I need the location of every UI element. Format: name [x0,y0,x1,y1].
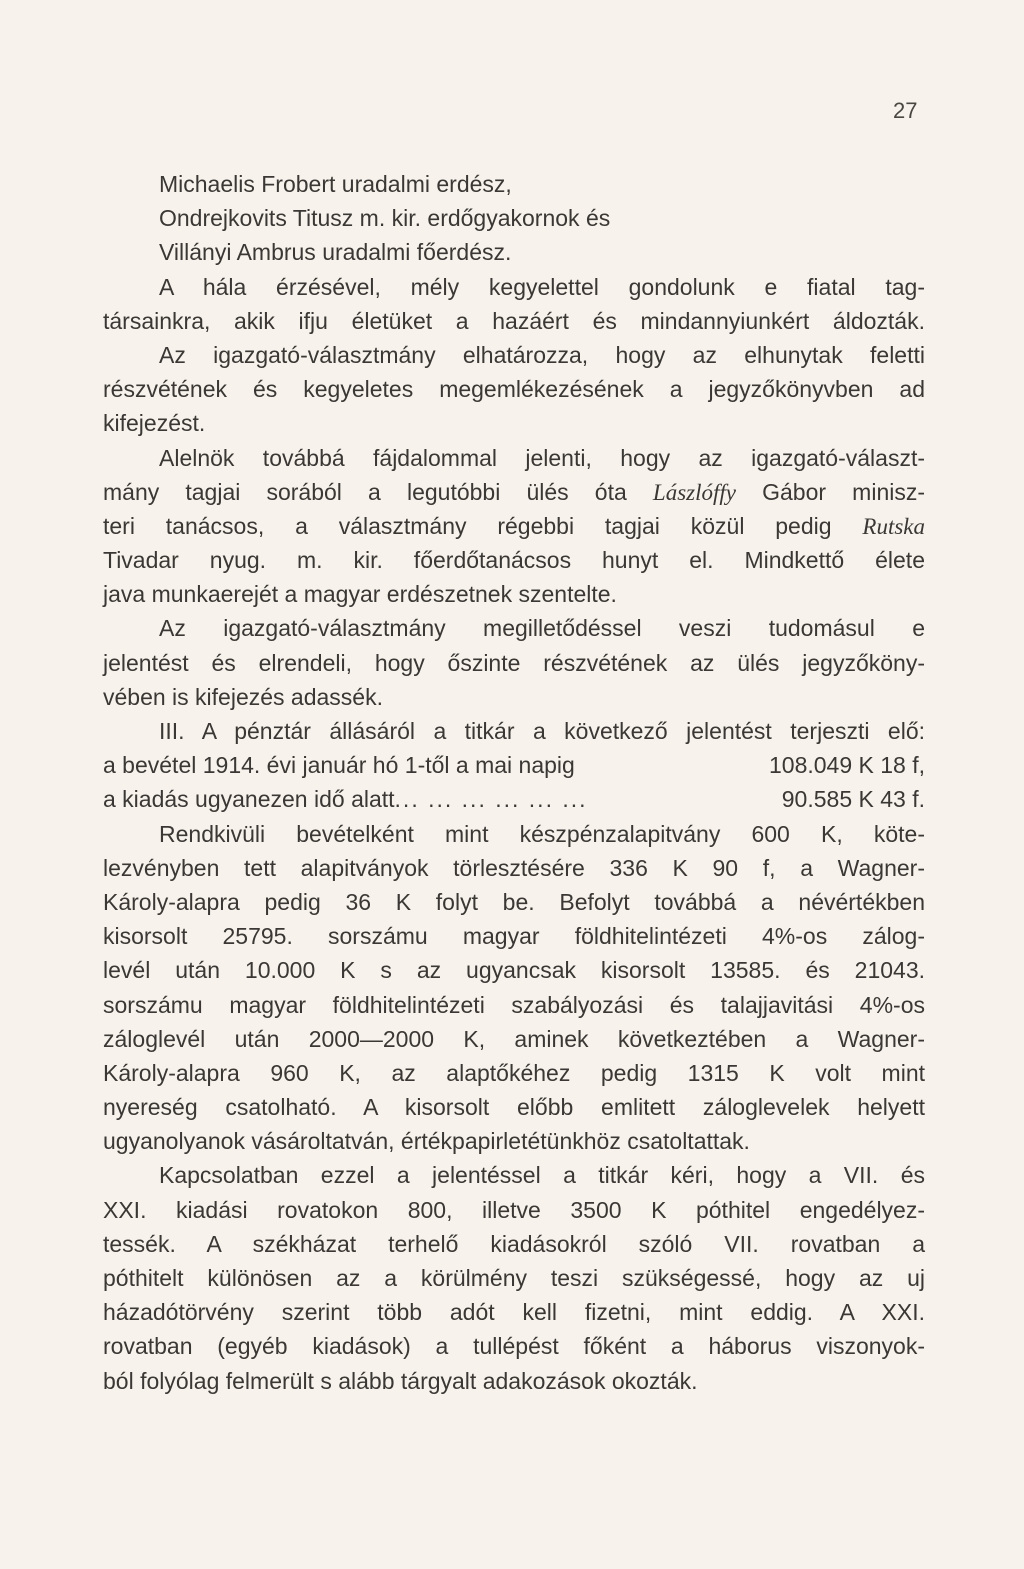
text-line: részvétének és kegyeletes megemlékezésének a jegyzőkönyvben ad [103,376,925,403]
leader-dots: ... ... ... ... ... ... [394,786,588,813]
text-line: java munkaerejét a magyar erdészetnek szentelte. [103,581,617,608]
text-line: rovatban (egyéb kiadások) a tullépést főként a háborus viszonyok- [103,1333,925,1360]
expense-amount: 90.585 K 43 f. [781,786,925,813]
income-amount: 108.049 K 18 f, [768,752,925,779]
income-row [103,748,925,782]
text-line: társainkra, akik ifju életüket a hazáért és mindannyiunkért áldozták. [103,307,925,334]
text-segment: teri tanácsos, a választmány régebbi tagjai közül pedig [103,512,832,539]
text-line: vében is kifejezés adassék. [103,683,383,710]
text-line: Tivadar nyug. m. kir. főerdőtanácsos hunyt el. Mindkettő élete [103,547,925,574]
text-line: III. A pénztár állásáról a titkár a következő jelentést terjeszti elő: [159,718,925,744]
text-line: sorszámu magyar földhitelintézeti szabályozási és talajjavitási 4%-os [103,991,925,1018]
text-line: Ondrejkovits Titusz m. kir. erdőgyakornok és [159,205,611,232]
text-line: Károly-alapra 960 K, az alaptőkéhez pedig 1315 K volt mint [103,1059,925,1086]
text-line: XXI. kiadási rovatokon 800, illetve 3500 K póthitel engedélyez- [103,1196,925,1223]
text-line: lezvényben tett alapitványok törlesztésére 336 K 90 f, a Wagner- [103,854,925,881]
text-line: tessék. A székházat terhelő kiadásokról szóló VII. rovatban a [103,1230,925,1257]
text-line: Károly-alapra pedig 36 K folyt be. Befolyt továbbá a névértékben [103,888,925,915]
text-line [103,475,925,509]
text-line: Rendkivüli bevételként mint készpénzalapitvány 600 K, köte- [159,820,925,847]
text-line: kifejezést. [103,410,206,437]
text-line: Az igazgató-választmány megilletődéssel veszi tudomásul e [159,615,925,642]
text-line: ból folyólag felmerült s alább tárgyalt adakozások okozták. [103,1367,698,1394]
person-name-italic: Lászlóffy [652,479,736,505]
text-line: kisorsolt 25795. sorszámu magyar földhitelintézeti 4%-os zálog- [103,923,925,950]
expense-row [103,782,925,816]
text-line: házadótörvény szerint több adót kell fizetni, mint eddig. A XXI. [103,1299,925,1326]
text-line: Michaelis Frobert uradalmi erdész, [159,171,512,197]
person-name-italic: Rutska [862,513,925,539]
text-line: nyereség csatolható. A kisorsolt előbb emlitett záloglevelek helyett [103,1094,925,1121]
text-line: póthitelt különösen az a körülmény teszi szükségessé, hogy az uj [103,1265,925,1291]
expense-label: a kiadás ugyanezen idő alatt [103,786,395,813]
text-line: Kapcsolatban ezzel a jelentéssel a titkár kéri, hogy a VII. és [159,1162,925,1189]
text-segment: Gábor minisz- [762,478,926,505]
text-line: Az igazgató-választmány elhatározza, hogy az elhunytak feletti [159,341,925,368]
income-label: a bevétel 1914. évi január hó 1-től a mai napig [103,752,575,779]
text-line: A hála érzésével, mély kegyelettel gondolunk e fiatal tag- [159,273,925,300]
text-segment: mány tagjai sorából a legutóbbi ülés óta [103,478,627,505]
text-line: jelentést és elrendeli, hogy őszinte részvétének az ülés jegyzőköny- [103,649,925,676]
body-text [103,167,925,1398]
text-line [103,509,925,543]
text-line: Alelnök továbbá fájdalommal jelenti, hogy az igazgató-választ- [159,444,925,471]
text-line: záloglevél után 2000—2000 K, aminek következtében a Wagner- [103,1025,925,1052]
text-line: ugyanolyanok vásároltatván, értékpapirletétünkhöz csatoltattak. [103,1128,750,1155]
text-line: levél után 10.000 K s az ugyancsak kisorsolt 13585. és 21043. [103,957,925,984]
text-line: Villányi Ambrus uradalmi főerdész. [159,239,512,266]
page-number: 27 [893,98,918,123]
expense-label-group [103,782,588,816]
